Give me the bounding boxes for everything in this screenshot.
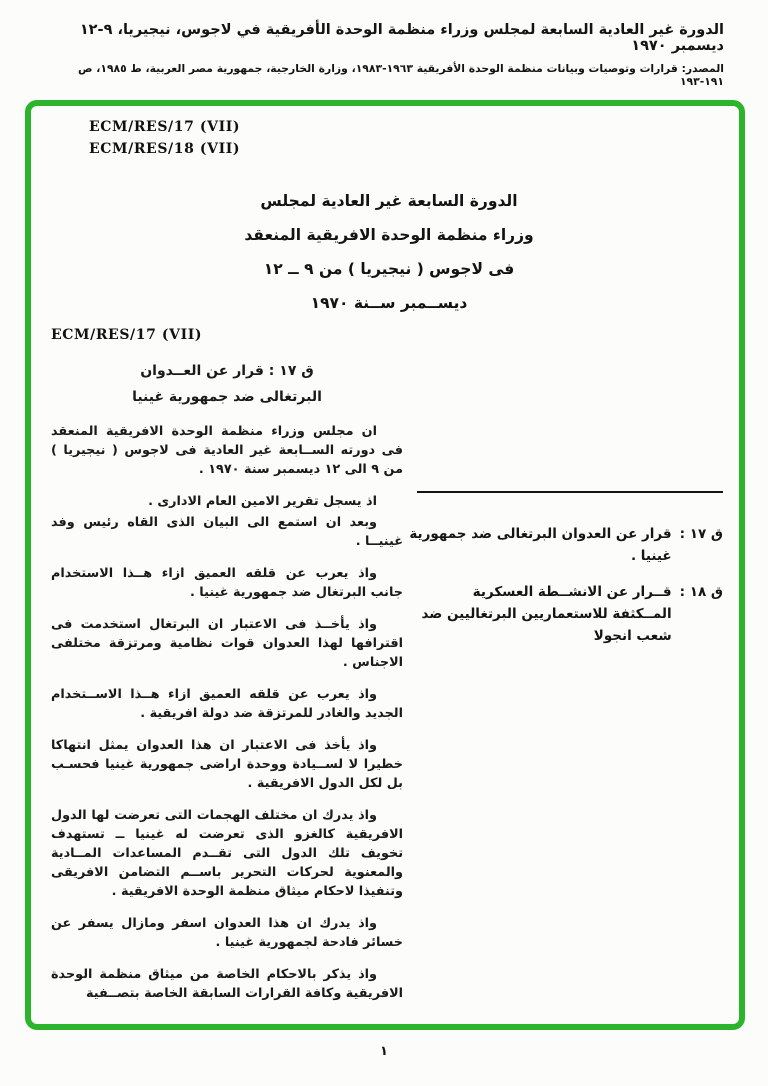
session-title-line: فى لاجوس ( نيجيريا ) من ٩ ــ ١٢ bbox=[263, 260, 515, 278]
session-title-line: ديســمبر ســنة ١٩٧٠ bbox=[310, 294, 468, 312]
margin-index bbox=[409, 491, 723, 661]
resolution-heading bbox=[51, 358, 403, 410]
paragraph: واذ يأخــذ فى الاعتبار ان البرتغال استخدمت فى اقترافها لهذا العدوان قوات نظامية ومرتزقة مختلفى الاجناس . bbox=[51, 617, 403, 670]
reference-code-18: ECM/RES/18 (VII) bbox=[89, 141, 241, 157]
resolution-heading-line: ق ١٧ : قرار عن العــدوان bbox=[140, 363, 314, 379]
margin-index-entry-label: ق ١٨ : bbox=[679, 584, 723, 600]
header-session-line: الدورة غير العادية السابعة لمجلس وزراء منظمة الوحدة الأفريقية في لاجوس، نيجيريا، ٩-١٢ ديسمبر ١٩٧٠ bbox=[79, 22, 724, 54]
paragraph: ان مجلس وزراء منظمة الوحدة الافريقية المنعقد فى دورته الســابعة غير العادية فى لاجوس ( نيجيريا ) من ٩ الى ١٢ ديسمبر سنة ١٩٧٠ . bbox=[51, 424, 403, 477]
margin-index-entry bbox=[409, 523, 723, 567]
margin-index-entry-text: قرار عن العدوان البرتغالى ضد جمهورية غينيا . bbox=[409, 526, 672, 564]
page-number: ١ bbox=[380, 1044, 388, 1059]
session-title-line: الدورة السابعة غير العادية لمجلس bbox=[260, 192, 518, 210]
session-title bbox=[189, 184, 589, 320]
reference-code-17: ECM/RES/17 (VII) bbox=[89, 119, 241, 135]
document-frame bbox=[25, 100, 745, 1030]
margin-index-divider bbox=[417, 491, 723, 493]
paragraph: واذ يذكر بالاحكام الخاصة من ميثاق منظمة الوحدة الافريقية وكافة القرارات السابقة الخاصة بتصــفية bbox=[51, 967, 403, 1001]
paragraph: وبعد ان استمع الى البيان الذى القاه رئيس وفد غينيــا . bbox=[51, 515, 403, 549]
margin-index-entry-label: ق ١٧ : bbox=[679, 526, 723, 542]
margin-index-entry-text: قــرار عن الانشــطة العسكرية المــكثفة للاستعماريين البرتغاليين ضد شعب انجولا bbox=[421, 584, 672, 644]
paragraph: اذ يسجل تقرير الامين العام الادارى . bbox=[148, 494, 377, 509]
paragraph: واذ يعرب عن قلقه العميق ازاء هــذا الاســتخدام الجديد والغادر للمرتزقة ضد دولة افريقية . bbox=[51, 687, 403, 721]
resolution-heading-line: البرتغالى ضد جمهورية غينيا bbox=[132, 389, 322, 405]
paragraph: واذ يأخذ فى الاعتبار ان هذا العدوان يمثل انتهاكا خطيرا لا لســيادة ووحدة اراضى جمهورية غينيا فحسـب بل لكل الدول الافريقية . bbox=[51, 738, 403, 791]
session-title-line: وزراء منظمة الوحدة الافريقية المنعقد bbox=[244, 226, 534, 244]
reference-codes bbox=[89, 116, 240, 160]
paragraph: واذ يدرك ان هذا العدوان اسفر ومازال يسفر عن خسائر فادحة لجمهورية غينيا . bbox=[51, 916, 403, 950]
paragraph: واذ يدرك ان مختلف الهجمات التى تعرضت لها الدول الافريقية كالغزو الذى تعرضت له غينيا ــ تستهدف تخويف تلك الدول التى تقــدم المساعدات المــادية والمعنوية لحركات التحرير باســم التضامن الافريقى وتنفيذا لاحكام ميثاق منظمة الوحدة الافريقية . bbox=[51, 808, 403, 899]
margin-index-entry bbox=[409, 581, 723, 647]
header-source-line: المصدر: قرارات وتوصيات وبيانات منظمة الوحدة الأفريقية ١٩٦٣-١٩٨٣، وزارة الخارجية، جمهورية مصر العربية، ط ١٩٨٥، ص ١٩١-١٩٣ bbox=[77, 62, 724, 88]
resolution-body-column bbox=[51, 326, 403, 1016]
page-header bbox=[40, 22, 724, 88]
paragraph: واذ يعرب عن قلقه العميق ازاء هــذا الاستخدام جانب البرتغال ضد جمهورية غينيا . bbox=[51, 566, 403, 600]
section-reference-code: ECM/RES/17 (VII) bbox=[51, 327, 203, 343]
